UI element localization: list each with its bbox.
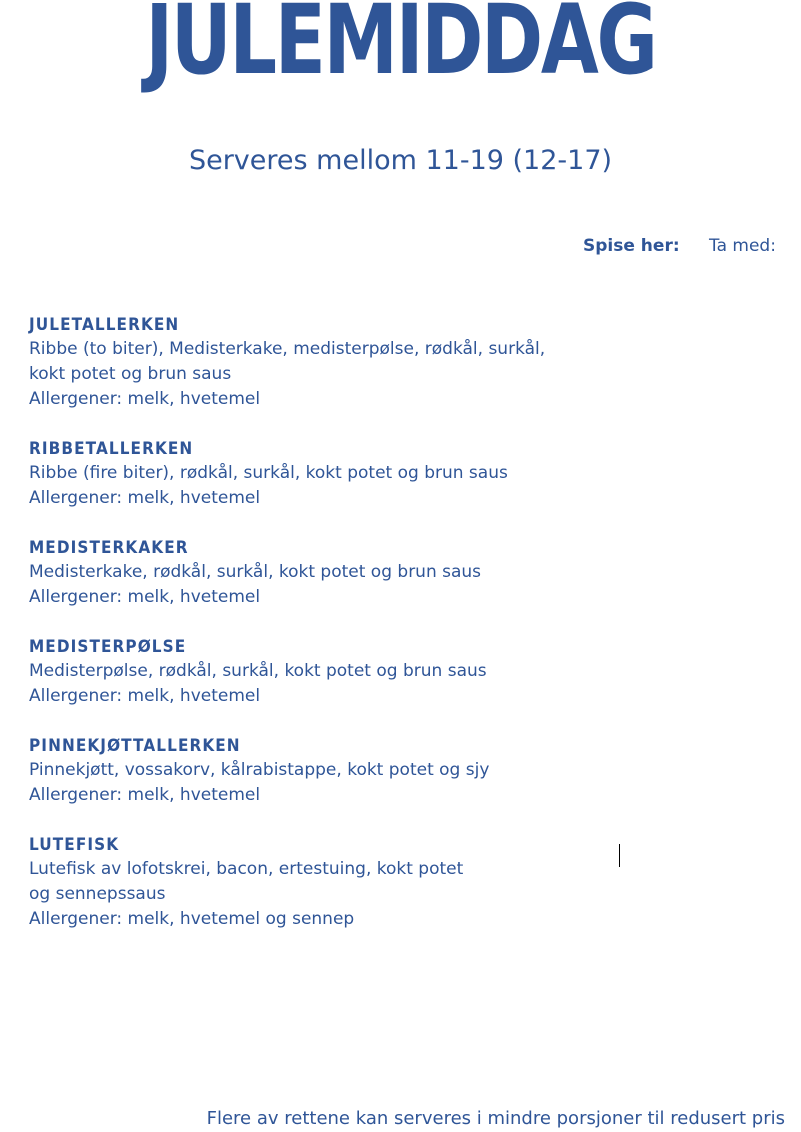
menu-item-name: LUTEFISK: [29, 835, 120, 855]
menu-item-pinnekjottallerken: [29, 734, 589, 808]
menu-list: [29, 313, 589, 957]
menu-item-allergens: Allergener: melk, hvetemel og sennep: [29, 909, 355, 929]
take-away-column-header: Ta med:: [709, 236, 776, 256]
menu-item-lutefisk: [29, 833, 589, 932]
menu-item-name: JULETALLERKEN: [29, 315, 180, 335]
menu-item-name: MEDISTERPØLSE: [29, 637, 187, 657]
menu-item-allergens: Allergener: melk, hvetemel: [29, 587, 261, 607]
menu-item-allergens: Allergener: melk, hvetemel: [29, 785, 261, 805]
menu-item-allergens: Allergener: melk, hvetemel: [29, 686, 261, 706]
menu-item-allergens: Allergener: melk, hvetemel: [29, 389, 261, 409]
menu-item-description: Lutefisk av lofotskrei, bacon, ertestuing, kokt potet og sennepssaus: [29, 859, 464, 904]
menu-item-name: RIBBETALLERKEN: [29, 439, 194, 459]
menu-item-medisterkaker: [29, 536, 589, 610]
menu-item-description: Ribbe (to biter), Medisterkake, medisterpølse, rødkål, surkål, kokt potet og brun saus: [29, 339, 546, 384]
dine-in-column-header: Spise her:: [583, 236, 680, 256]
menu-item-ribbetallerken: [29, 437, 589, 511]
menu-item-allergens: Allergener: melk, hvetemel: [29, 488, 261, 508]
menu-item-description: Ribbe (fire biter), rødkål, surkål, kokt potet og brun saus: [29, 463, 508, 483]
menu-item-name: PINNEKJØTTALLERKEN: [29, 736, 241, 756]
menu-item-medisterpolse: [29, 635, 589, 709]
menu-item-description: Medisterpølse, rødkål, surkål, kokt potet og brun saus: [29, 661, 487, 681]
menu-item-description: Pinnekjøtt, vossakorv, kålrabistappe, kokt potet og sjy: [29, 760, 490, 780]
serving-hours: Serveres mellom 11-19 (12-17): [188, 145, 613, 176]
text-cursor: [619, 844, 620, 867]
menu-item-description: Medisterkake, rødkål, surkål, kokt potet og brun saus: [29, 562, 482, 582]
menu-item-name: MEDISTERKAKER: [29, 538, 189, 558]
page-title: JULEMIDDAG: [145, 0, 656, 96]
footer-note: Flere av rettene kan serveres i mindre porsjoner til redusert pris: [206, 1108, 785, 1129]
menu-item-juletallerken: [29, 313, 589, 412]
